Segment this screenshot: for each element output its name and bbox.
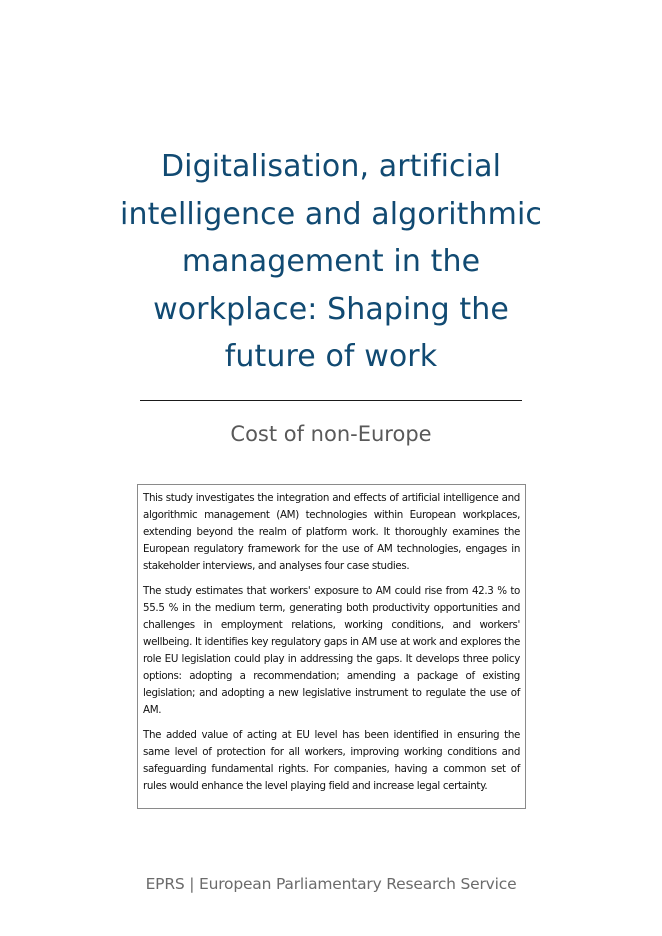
document-subtitle: Cost of non-Europe	[230, 422, 432, 446]
publisher-footer: EPRS | European Parliamentary Research Service	[145, 875, 517, 893]
document-title: Digitalisation, artificial intelligence and algorithmic management in the workplace: Shaping the future of work	[120, 149, 542, 374]
abstract-paragraph: This study investigates the integration and effects of artificial intelligence and algorithmic management (AM) technologies within European workplaces, extending beyond the realm of platform work. It thoroughly examines the European regulatory framework for the use of AM technologies, engages in stakeholder interviews, and analyses four case studies.	[143, 492, 520, 572]
title-divider	[140, 400, 522, 401]
abstract-paragraph: The study estimates that workers' exposure to AM could rise from 42.3 % to 55.5 % in the medium term, generating both productivity opportunities and challenges in employment relations, working conditions, and workers' wellbeing. It identifies key regulatory gaps in AM use at work and explores the role EU legislation could play in addressing the gaps. It develops three policy options: adopting a recommendation; amending a package of existing legislation; and adopting a new legislative instrument to regulate the use of AM.	[143, 585, 520, 716]
abstract-paragraph: The added value of acting at EU level has been identified in ensuring the same level of protection for all workers, improving working conditions and safeguarding fundamental rights. For companies, having a common set of rules would enhance the level playing field and increase legal certainty.	[143, 729, 520, 792]
abstract-box	[137, 484, 526, 809]
